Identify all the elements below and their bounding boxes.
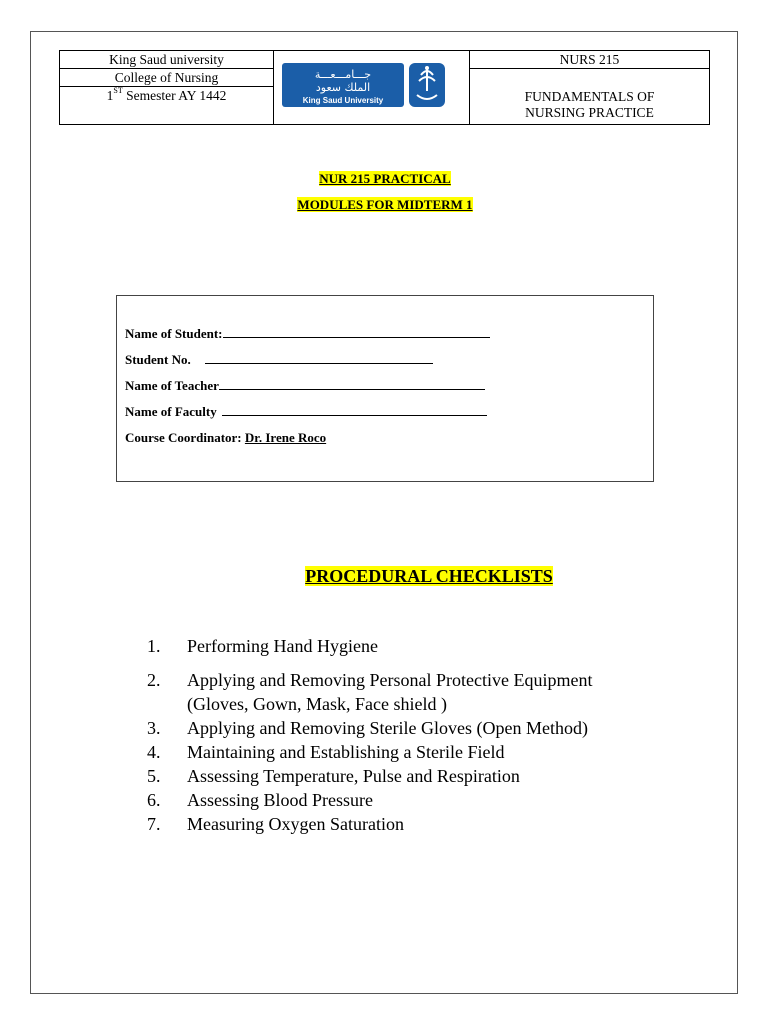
teacher-name-label: Name of Teacher — [125, 378, 219, 393]
header-logo-cell — [274, 51, 470, 124]
header-course-cell — [470, 51, 709, 124]
student-number-blank[interactable] — [205, 351, 433, 364]
course-title — [470, 89, 709, 121]
list-item-number: 3. — [147, 718, 161, 738]
semester-text: Semester AY 1442 — [126, 88, 227, 103]
list-item — [147, 812, 707, 836]
header-table — [59, 50, 710, 125]
procedure-list — [147, 634, 707, 836]
module-title-line1 — [0, 171, 770, 187]
faculty-name-blank[interactable] — [222, 403, 487, 416]
student-number-label: Student No. — [125, 352, 191, 367]
list-item-text: Applying and Removing Sterile Gloves (Open Method) — [187, 718, 588, 738]
logo-english: King Saud University — [302, 96, 384, 105]
university-name: King Saud university — [60, 51, 273, 69]
faculty-name-field — [125, 403, 487, 420]
procedural-checklists-title-text: PROCEDURAL CHECKLISTS — [305, 566, 553, 586]
faculty-name-label: Name of Faculty — [125, 404, 217, 419]
list-item — [147, 668, 707, 716]
list-item-subtext: (Gloves, Gown, Mask, Face shield ) — [187, 694, 447, 714]
student-info-box — [116, 295, 654, 482]
course-coordinator-field — [125, 430, 326, 446]
list-item — [147, 716, 707, 740]
student-number-field — [125, 351, 433, 368]
list-item-number: 4. — [147, 742, 161, 762]
ksu-logo-graphic — [282, 63, 452, 111]
course-title-line1: FUNDAMENTALS OF — [524, 89, 655, 104]
logo-arabic-line2: الملك سعود — [315, 81, 371, 94]
student-name-field — [125, 325, 490, 342]
list-item-number: 6. — [147, 790, 161, 810]
list-item-text: Measuring Oxygen Saturation — [187, 814, 404, 834]
course-coordinator-label: Course Coordinator: — [125, 430, 242, 445]
student-name-blank[interactable] — [223, 325, 490, 338]
list-item-text: Assessing Blood Pressure — [187, 790, 374, 810]
list-item-number: 7. — [147, 814, 161, 834]
list-item — [147, 634, 707, 658]
list-item-number: 1. — [147, 636, 161, 656]
list-item-text: Performing Hand Hygiene — [187, 636, 378, 656]
ksu-logo — [282, 63, 452, 116]
module-title-line2 — [0, 197, 770, 213]
course-coordinator-value: Dr. Irene Roco — [244, 430, 327, 445]
header-institution-cell — [60, 51, 274, 124]
semester-suffix: ST — [113, 86, 123, 95]
module-title-line2-text: MODULES FOR MIDTERM 1 — [297, 197, 473, 212]
semester-line — [60, 87, 273, 105]
logo-arabic-line1: جـــامـــعـــة — [314, 68, 372, 81]
list-item-text: Maintaining and Establishing a Sterile Field — [187, 742, 505, 762]
teacher-name-field — [125, 377, 485, 394]
course-code: NURS 215 — [470, 51, 709, 69]
list-item-text: Applying and Removing Personal Protective Equipment — [187, 670, 593, 690]
teacher-name-blank[interactable] — [219, 377, 485, 390]
list-item — [147, 764, 707, 788]
college-name: College of Nursing — [60, 69, 273, 87]
list-item — [147, 788, 707, 812]
module-title-line1-text: NUR 215 PRACTICAL — [319, 171, 451, 186]
student-name-label: Name of Student: — [125, 326, 223, 341]
list-item-text: Assessing Temperature, Pulse and Respiration — [187, 766, 520, 786]
procedural-checklists-title — [0, 566, 770, 587]
list-item-number: 2. — [147, 670, 161, 690]
list-item — [147, 740, 707, 764]
list-item-number: 5. — [147, 766, 161, 786]
semester-number: 1 — [106, 88, 114, 103]
course-title-line2: NURSING PRACTICE — [525, 105, 654, 120]
